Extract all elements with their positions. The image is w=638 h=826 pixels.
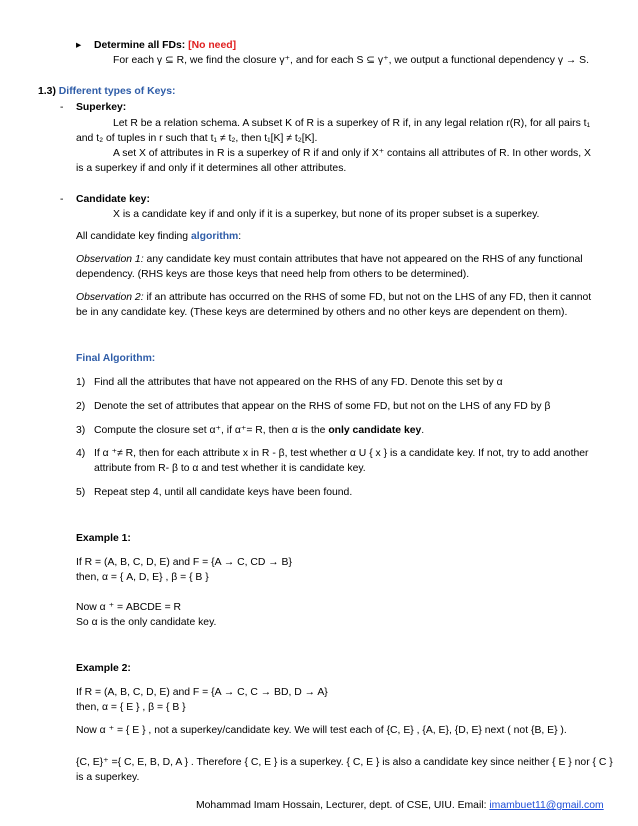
fd-body: For each γ ⊆ R, we find the closure γ⁺, and for each S ⊆ γ⁺, we output a functional dependency γ → S.: [113, 55, 590, 66]
step-text: Denote the set of attributes that appear on the RHS of some FD, but not on the LHS of any FD by β: [94, 401, 551, 412]
observation-1-label: Observation 1:: [76, 254, 144, 265]
superkey-line-4: is a superkey if and only if it determines all other attributes.: [76, 163, 347, 174]
footer-text: Mohammad Imam Hossain, Lecturer, dept. of CSE, UIU. Email:: [196, 800, 490, 811]
algorithm-intro-prefix: All candidate key finding: [76, 231, 189, 242]
superkey-title: Superkey:: [76, 102, 127, 113]
candidate-title: Candidate key:: [76, 194, 150, 205]
example-1-line-3: Now α ⁺ = ABCDE = R: [76, 602, 182, 613]
superkey-line-2: and t₂ of tuples in r such that t₁ ≠ t₂, then t₁[K] ≠ t₂[K].: [76, 133, 318, 144]
example-2-line-2: then, α = { E } , β = { B }: [76, 702, 186, 713]
example-2-line-5: is a superkey.: [76, 772, 140, 783]
step-number: 1): [76, 377, 86, 388]
observation-1-line-2: dependency. (RHS keys are those keys that need help from others to be determined).: [76, 269, 470, 280]
bullet-marker: ▸: [76, 40, 82, 51]
fd-title: Determine all FDs:: [94, 40, 186, 51]
step-number: 2): [76, 401, 86, 412]
step-text: If α ⁺≠ R, then for each attribute x in R - β, test whether α U { x } is a candidate key. If not, try to add another: [94, 448, 589, 459]
observation-2-text: if an attribute has occurred on the RHS of some FD, but not on the LHS of any FD, then it cannot: [143, 292, 592, 303]
step-number: 4): [76, 448, 86, 459]
example-2-title: Example 2:: [76, 663, 131, 674]
superkey-line-3: A set X of attributes in R is a superkey of R if and only if X⁺ contains all attributes of R. In other words, X: [113, 148, 591, 159]
section-heading: [38, 84, 175, 99]
step-text: Repeat step 4, until all candidate keys have been found.: [94, 487, 353, 498]
example-1-line-2: then, α = { A, D, E} , β = { B }: [76, 572, 209, 583]
example-1-line-1: If R = (A, B, C, D, E) and F = {A → C, CD → B}: [76, 557, 292, 568]
observation-2-line-1: [76, 290, 591, 305]
no-need-note: [No need]: [188, 40, 237, 51]
algorithm-intro: [76, 229, 241, 244]
final-algorithm-title: Final Algorithm:: [76, 353, 156, 364]
superkey-dash: -: [60, 102, 64, 113]
observation-2-label: Observation 2:: [76, 292, 144, 303]
section-title: Different types of Keys:: [58, 86, 176, 97]
step-text: Compute the closure set α⁺, if α⁺= R, then α is the only candidate key.: [94, 425, 425, 436]
example-2-line-4: {C, E}⁺ ={ C, E, B, D, A } . Therefore { C, E } is a superkey. { C, E } is also a candidate key since neither { E } nor { C }: [76, 757, 613, 768]
candidate-definition: X is a candidate key if and only if it is a superkey, but none of its proper subset is a superkey.: [113, 209, 540, 220]
algorithm-colon: :: [238, 231, 242, 242]
section-number: 1.3): [38, 86, 56, 97]
step-number: 5): [76, 487, 86, 498]
observation-1-text: any candidate key must contain attributes that have not appeared on the RHS of any functional: [143, 254, 583, 265]
example-1-line-4: So α is the only candidate key.: [76, 617, 217, 628]
fd-heading: [94, 38, 236, 53]
step-text-continued: attribute from R- β to α and test whether it is candidate key.: [94, 463, 366, 474]
candidate-dash: -: [60, 194, 64, 205]
step-number: 3): [76, 425, 86, 436]
observation-1-line-1: [76, 252, 583, 267]
example-1-title: Example 1:: [76, 533, 131, 544]
example-2-line-1: If R = (A, B, C, D, E) and F = {A → C, C → BD, D → A}: [76, 687, 328, 698]
footer-email-link[interactable]: imambuet11@gmail.com: [489, 800, 604, 811]
step-text: Find all the attributes that have not appeared on the RHS of any FD. Denote this set by α: [94, 377, 503, 388]
footer: [196, 798, 604, 813]
observation-2-line-2: be in any candidate key. (These keys are determined by others and no other keys are dependent on them).: [76, 307, 568, 318]
example-2-line-3: Now α ⁺ = { E } , not a superkey/candidate key. We will test each of {C, E} , {A, E}, {D, E} next ( not {B, E} ).: [76, 725, 567, 736]
superkey-line-1: Let R be a relation schema. A subset K of R is a superkey of R if, in any legal relation r(R), for all pairs t₁: [113, 118, 591, 129]
algorithm-word: algorithm: [190, 231, 239, 242]
